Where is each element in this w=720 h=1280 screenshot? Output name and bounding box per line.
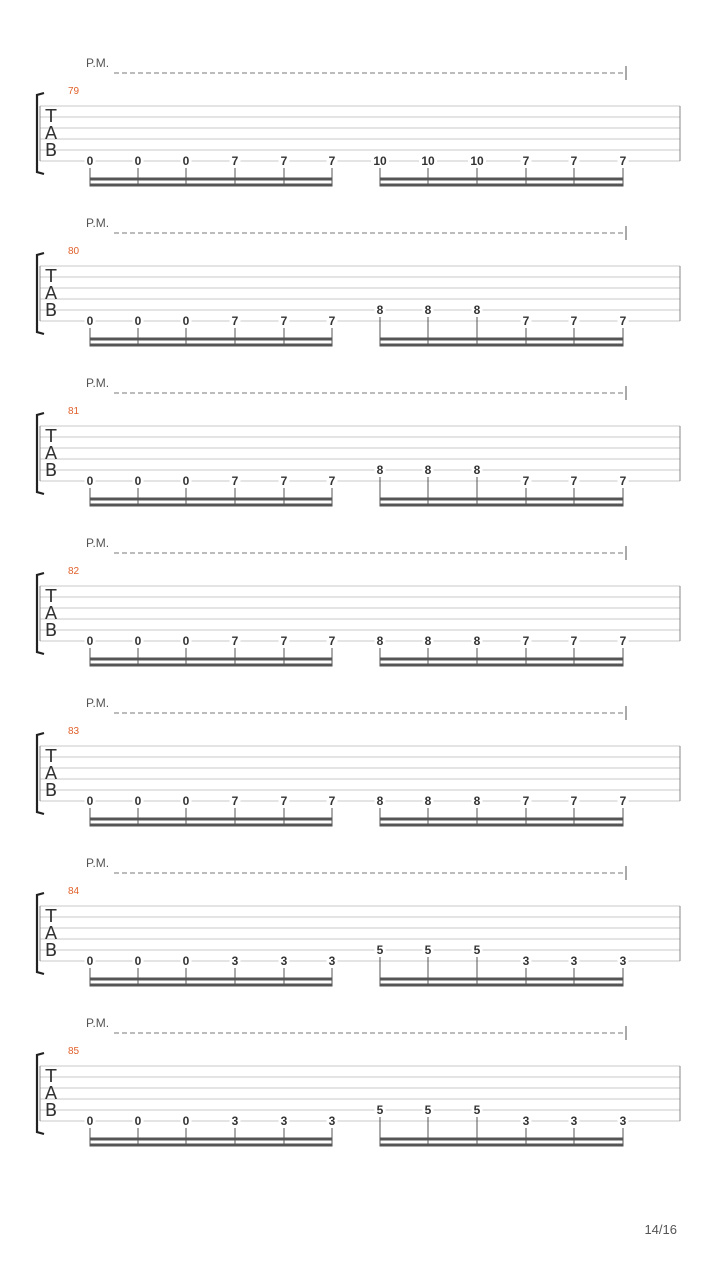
fret-number: 7 <box>280 634 288 648</box>
fret-number: 7 <box>570 314 578 328</box>
tab-clef-letter: A <box>44 283 58 304</box>
beam-secondary <box>90 824 332 827</box>
fret-number: 7 <box>280 474 288 488</box>
measure-number: 79 <box>68 86 80 97</box>
fret-number: 7 <box>570 634 578 648</box>
beam-secondary <box>90 1144 332 1147</box>
tab-clef-letter: T <box>45 586 57 607</box>
fret-number: 7 <box>522 794 530 808</box>
fret-number: 5 <box>473 1103 481 1117</box>
fret-number: 8 <box>424 634 432 648</box>
fret-number: 0 <box>134 1114 142 1128</box>
fret-number: 3 <box>328 1114 336 1128</box>
tab-clef-letter: A <box>44 123 58 144</box>
fret-number: 7 <box>328 314 336 328</box>
measure-number: 83 <box>68 726 80 737</box>
fret-number: 7 <box>328 474 336 488</box>
fret-number: 7 <box>328 794 336 808</box>
beam-secondary <box>90 184 332 187</box>
fret-number: 7 <box>280 154 288 168</box>
fret-number: 0 <box>134 634 142 648</box>
fret-number: 0 <box>86 1114 94 1128</box>
tab-clef-letter: T <box>45 426 57 447</box>
fret-number: 7 <box>619 154 627 168</box>
tab-clef-letter: T <box>45 1066 57 1087</box>
fret-number: 8 <box>473 463 481 477</box>
fret-number: 3 <box>570 1114 578 1128</box>
fret-number: 10 <box>470 154 484 168</box>
palm-mute-label: P.M. <box>86 536 110 550</box>
fret-number: 0 <box>182 634 190 648</box>
fret-number: 7 <box>328 154 336 168</box>
fret-number: 7 <box>231 634 239 648</box>
beam-secondary <box>90 664 332 667</box>
beam-primary <box>90 818 332 821</box>
fret-number: 10 <box>373 154 387 168</box>
measure-number: 80 <box>68 246 80 257</box>
beam-secondary <box>90 504 332 507</box>
fret-number: 8 <box>473 794 481 808</box>
fret-number: 0 <box>134 154 142 168</box>
tab-clef-letter: A <box>44 1083 58 1104</box>
fret-number: 5 <box>473 943 481 957</box>
fret-number: 0 <box>182 154 190 168</box>
beam-primary <box>380 978 623 981</box>
beam-primary <box>380 498 623 501</box>
fret-number: 7 <box>570 474 578 488</box>
fret-number: 8 <box>376 794 384 808</box>
fret-number: 7 <box>522 314 530 328</box>
fret-number: 7 <box>570 154 578 168</box>
fret-number: 8 <box>473 303 481 317</box>
beam-primary <box>90 1138 332 1141</box>
beam-secondary <box>380 184 623 187</box>
tab-clef-letter: B <box>44 940 58 961</box>
fret-number: 0 <box>134 954 142 968</box>
fret-number: 3 <box>280 1114 288 1128</box>
measure-number: 81 <box>68 406 80 417</box>
fret-number: 3 <box>619 1114 627 1128</box>
beam-secondary <box>380 504 623 507</box>
beam-primary <box>380 1138 623 1141</box>
beam-primary <box>90 178 332 181</box>
fret-number: 0 <box>182 1114 190 1128</box>
tab-clef-letter: B <box>44 140 58 161</box>
fret-number: 7 <box>522 154 530 168</box>
fret-number: 8 <box>424 794 432 808</box>
fret-number: 5 <box>424 943 432 957</box>
tab-clef-letter: T <box>45 906 57 927</box>
tab-clef-letter: B <box>44 1100 58 1121</box>
palm-mute-label: P.M. <box>86 1016 110 1030</box>
fret-number: 0 <box>86 794 94 808</box>
fret-number: 5 <box>376 1103 384 1117</box>
measure-number: 84 <box>68 886 80 897</box>
fret-number: 7 <box>231 154 239 168</box>
fret-number: 3 <box>231 1114 239 1128</box>
fret-number: 3 <box>522 1114 530 1128</box>
fret-number: 7 <box>619 314 627 328</box>
fret-number: 0 <box>86 314 94 328</box>
fret-number: 0 <box>134 314 142 328</box>
fret-number: 0 <box>182 474 190 488</box>
beam-primary <box>90 658 332 661</box>
palm-mute-label: P.M. <box>86 376 110 390</box>
fret-number: 0 <box>86 474 94 488</box>
fret-number: 7 <box>619 794 627 808</box>
fret-number: 10 <box>421 154 435 168</box>
fret-number: 7 <box>231 474 239 488</box>
beam-secondary <box>380 984 623 987</box>
fret-number: 0 <box>134 474 142 488</box>
tab-clef-letter: B <box>44 620 58 641</box>
tab-clef-letter: A <box>44 443 58 464</box>
fret-number: 5 <box>424 1103 432 1117</box>
fret-number: 7 <box>231 314 239 328</box>
fret-number: 0 <box>86 154 94 168</box>
fret-number: 3 <box>619 954 627 968</box>
palm-mute-label: P.M. <box>86 56 110 70</box>
fret-number: 0 <box>86 954 94 968</box>
fret-number: 3 <box>280 954 288 968</box>
beam-primary <box>90 338 332 341</box>
tab-clef-letter: T <box>45 266 57 287</box>
measure-number: 85 <box>68 1046 80 1057</box>
page-number: 14/16 <box>644 1222 677 1237</box>
fret-number: 7 <box>328 634 336 648</box>
fret-number: 0 <box>86 634 94 648</box>
fret-number: 0 <box>182 314 190 328</box>
fret-number: 8 <box>376 303 384 317</box>
beam-primary <box>380 658 623 661</box>
beam-secondary <box>90 344 332 347</box>
fret-number: 7 <box>619 634 627 648</box>
fret-number: 8 <box>376 463 384 477</box>
fret-number: 3 <box>522 954 530 968</box>
beam-secondary <box>380 344 623 347</box>
beam-primary <box>380 178 623 181</box>
beam-primary <box>90 498 332 501</box>
tab-clef-letter: T <box>45 106 57 127</box>
fret-number: 7 <box>522 634 530 648</box>
fret-number: 7 <box>280 314 288 328</box>
beam-secondary <box>90 984 332 987</box>
fret-number: 0 <box>182 794 190 808</box>
tab-clef-letter: B <box>44 460 58 481</box>
fret-number: 3 <box>231 954 239 968</box>
fret-number: 8 <box>376 634 384 648</box>
fret-number: 5 <box>376 943 384 957</box>
beam-secondary <box>380 664 623 667</box>
fret-number: 7 <box>522 474 530 488</box>
fret-number: 3 <box>328 954 336 968</box>
beam-primary <box>90 978 332 981</box>
fret-number: 0 <box>182 954 190 968</box>
tab-clef-letter: A <box>44 603 58 624</box>
fret-number: 7 <box>619 474 627 488</box>
fret-number: 0 <box>134 794 142 808</box>
palm-mute-label: P.M. <box>86 696 110 710</box>
palm-mute-label: P.M. <box>86 856 110 870</box>
fret-number: 3 <box>570 954 578 968</box>
tab-clef-letter: B <box>44 780 58 801</box>
fret-number: 7 <box>231 794 239 808</box>
tab-clef-letter: A <box>44 763 58 784</box>
tab-clef-letter: A <box>44 923 58 944</box>
measure-number: 82 <box>68 566 80 577</box>
tab-clef-letter: T <box>45 746 57 767</box>
palm-mute-label: P.M. <box>86 216 110 230</box>
fret-number: 8 <box>473 634 481 648</box>
beam-primary <box>380 818 623 821</box>
tab-clef-letter: B <box>44 300 58 321</box>
fret-number: 7 <box>280 794 288 808</box>
fret-number: 8 <box>424 303 432 317</box>
fret-number: 8 <box>424 463 432 477</box>
beam-secondary <box>380 824 623 827</box>
beam-secondary <box>380 1144 623 1147</box>
beam-primary <box>380 338 623 341</box>
fret-number: 7 <box>570 794 578 808</box>
